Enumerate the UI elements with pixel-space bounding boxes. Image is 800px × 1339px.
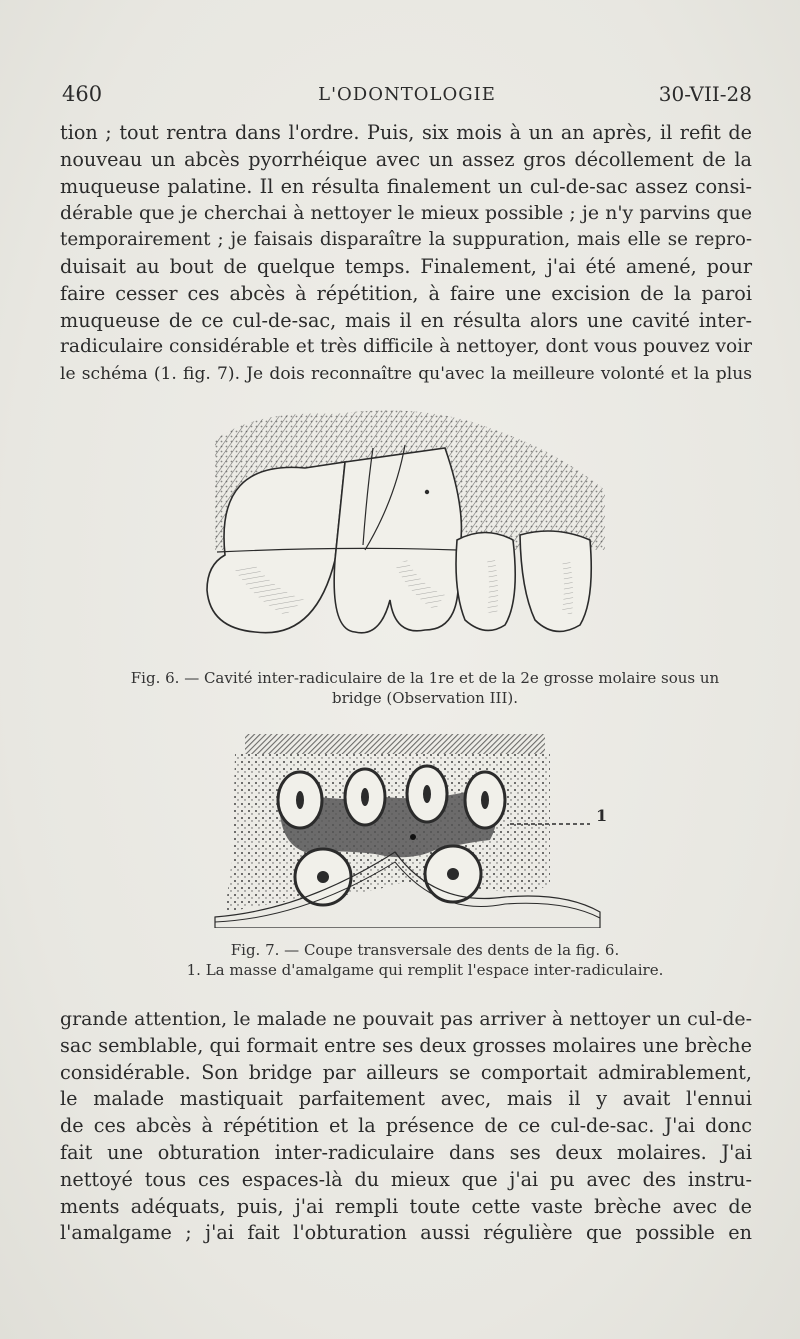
text-line: dérable que je cherchai à nettoyer le mieux possible ; je n'y parvins que	[60, 202, 752, 225]
paragraph-bottom	[60, 1006, 752, 1247]
text-line: ments adéquats, puis, j'ai rempli toute cette vaste brèche avec de	[60, 1194, 752, 1218]
text-line: faire cesser ces abcès à répétition, à faire une excision de la paroi	[60, 281, 752, 305]
caption-line: bridge (Observation III).	[331, 689, 518, 707]
text-line: muqueuse de ce cul-de-sac, mais il en résulta alors une cavité inter-	[60, 308, 752, 332]
text-line: sac semblable, qui formait entre ses deux grosses molaires une brèche	[60, 1033, 752, 1057]
figure-6-caption	[90, 668, 760, 708]
text-line: muqueuse palatine. Il en résulta finalement un cul-de-sac assez consi-	[60, 174, 752, 198]
caption-line: Fig. 7. — Coupe transversale des dents de la fig. 6.	[230, 941, 620, 959]
text-line: nouveau un abcès pyorrhéique avec un assez gros décollement de la	[60, 147, 752, 171]
figure-7-label: 1	[596, 806, 608, 825]
issue-date: 30-VII-28	[658, 82, 752, 106]
caption-line: 1. La masse d'amalgame qui remplit l'espace inter-radiculaire.	[186, 961, 664, 979]
page-number: 460	[62, 82, 103, 106]
figure-6-molars-illustration	[195, 400, 615, 660]
text-line: grande attention, le malade ne pouvait pas arriver à nettoyer un cul-de-	[60, 1008, 752, 1030]
caption-line: Fig. 6. — Cavité inter-radiculaire de la 1re et de la 2e grosse molaire sous un	[130, 669, 720, 687]
text-line: radiculaire considérable et très difficile à nettoyer, dont vous pouvez voir	[60, 336, 752, 358]
figure-7-cross-section	[205, 732, 625, 928]
text-line: considérable. Son bridge par ailleurs se comportait admirablement,	[60, 1060, 752, 1084]
figure-7-caption	[90, 940, 760, 980]
text-line: nettoyé tous ces espaces-là du mieux que j'ai pu avec des instru-	[60, 1167, 752, 1191]
journal-title: L'ODONTOLOGIE	[318, 84, 496, 105]
paragraph-top	[60, 120, 752, 388]
text-line: temporairement ; je faisais disparaître la suppuration, mais elle se repro-	[60, 229, 752, 251]
text-line: le schéma (1. fig. 7). Je dois reconnaître qu'avec la meilleure volonté et la plus	[60, 364, 752, 385]
running-head	[62, 82, 752, 112]
text-line: duisait au bout de quelque temps. Finalement, j'ai été amené, pour	[60, 254, 752, 278]
text-line: le malade mastiquait parfaitement avec, mais il y avait l'ennui	[60, 1087, 752, 1111]
text-line: l'amalgame ; j'ai fait l'obturation aussi régulière que possible en	[60, 1221, 752, 1245]
text-line: fait une obturation inter-radiculaire dans ses deux molaires. J'ai	[60, 1140, 752, 1164]
text-line: de ces abcès à répétition et la présence de ce cul-de-sac. J'ai donc	[60, 1114, 752, 1138]
text-line: tion ; tout rentra dans l'ordre. Puis, six mois à un an après, il refit de	[60, 121, 752, 144]
